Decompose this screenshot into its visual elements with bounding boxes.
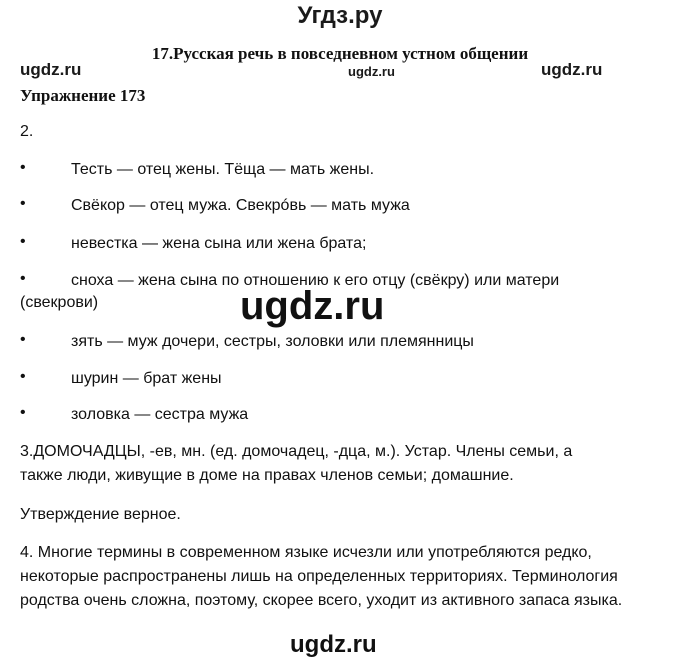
watermark-bottom: ugdz.ru	[290, 631, 377, 658]
para-4-line-2: некоторые распространены лишь на определенных территориях. Терминология	[20, 568, 618, 585]
list-item-7: золовка — сестра мужа	[71, 406, 249, 423]
para-3-line-1: 3.ДОМОЧАДЦЫ, -ев, мн. (ед. домочадец, -дца, м.). Устар. Члены семьи, а	[20, 443, 573, 460]
list-item-5: зять — муж дочери, сестры, золовки или племянницы	[71, 333, 474, 350]
para-3-line-2: также люди, живущие в доме на правах членов семьи; домашние.	[20, 467, 514, 484]
list-item-3: невестка — жена сына или жена брата;	[71, 235, 367, 252]
para-4-line-1: 4. Многие термины в современном языке исчезли или употребляются редко,	[20, 544, 592, 561]
list-item-6: шурин — брат жены	[71, 370, 222, 387]
bullet-5: •	[20, 331, 26, 348]
para-4-line-3: родства очень сложна, поэтому, скорее всего, уходит из активного запаса языка.	[20, 592, 623, 609]
task-2-label: 2.	[20, 123, 34, 140]
bullet-6: •	[20, 368, 26, 385]
watermark-center: ugdz.ru	[240, 284, 385, 328]
bullet-2: •	[20, 195, 26, 212]
section-title: 17.Русская речь в повседневном устном общении	[151, 44, 529, 63]
bullet-1: •	[20, 159, 26, 176]
bullet-4: •	[20, 270, 26, 287]
watermark-top-right: ugdz.ru	[541, 60, 603, 79]
statement: Утверждение верное.	[20, 506, 181, 523]
list-item-1: Тесть — отец жены. Тёща — мать жены.	[71, 161, 375, 178]
site-title: Угдз.ру	[297, 2, 383, 29]
list-item-4: сноха — жена сына по отношению к его отцу (свёкру) или матери	[71, 272, 560, 289]
bullet-3: •	[20, 233, 26, 250]
list-item-4-continuation: (свекрови)	[20, 294, 99, 311]
watermark-top-left: ugdz.ru	[20, 60, 82, 79]
bullet-7: •	[20, 404, 26, 421]
exercise-title: Упражнение 173	[20, 86, 146, 105]
list-item-2: Свёкор — отец мужа. Свекрóвь — мать мужа	[71, 197, 410, 214]
watermark-top-mid: ugdz.ru	[348, 64, 395, 79]
